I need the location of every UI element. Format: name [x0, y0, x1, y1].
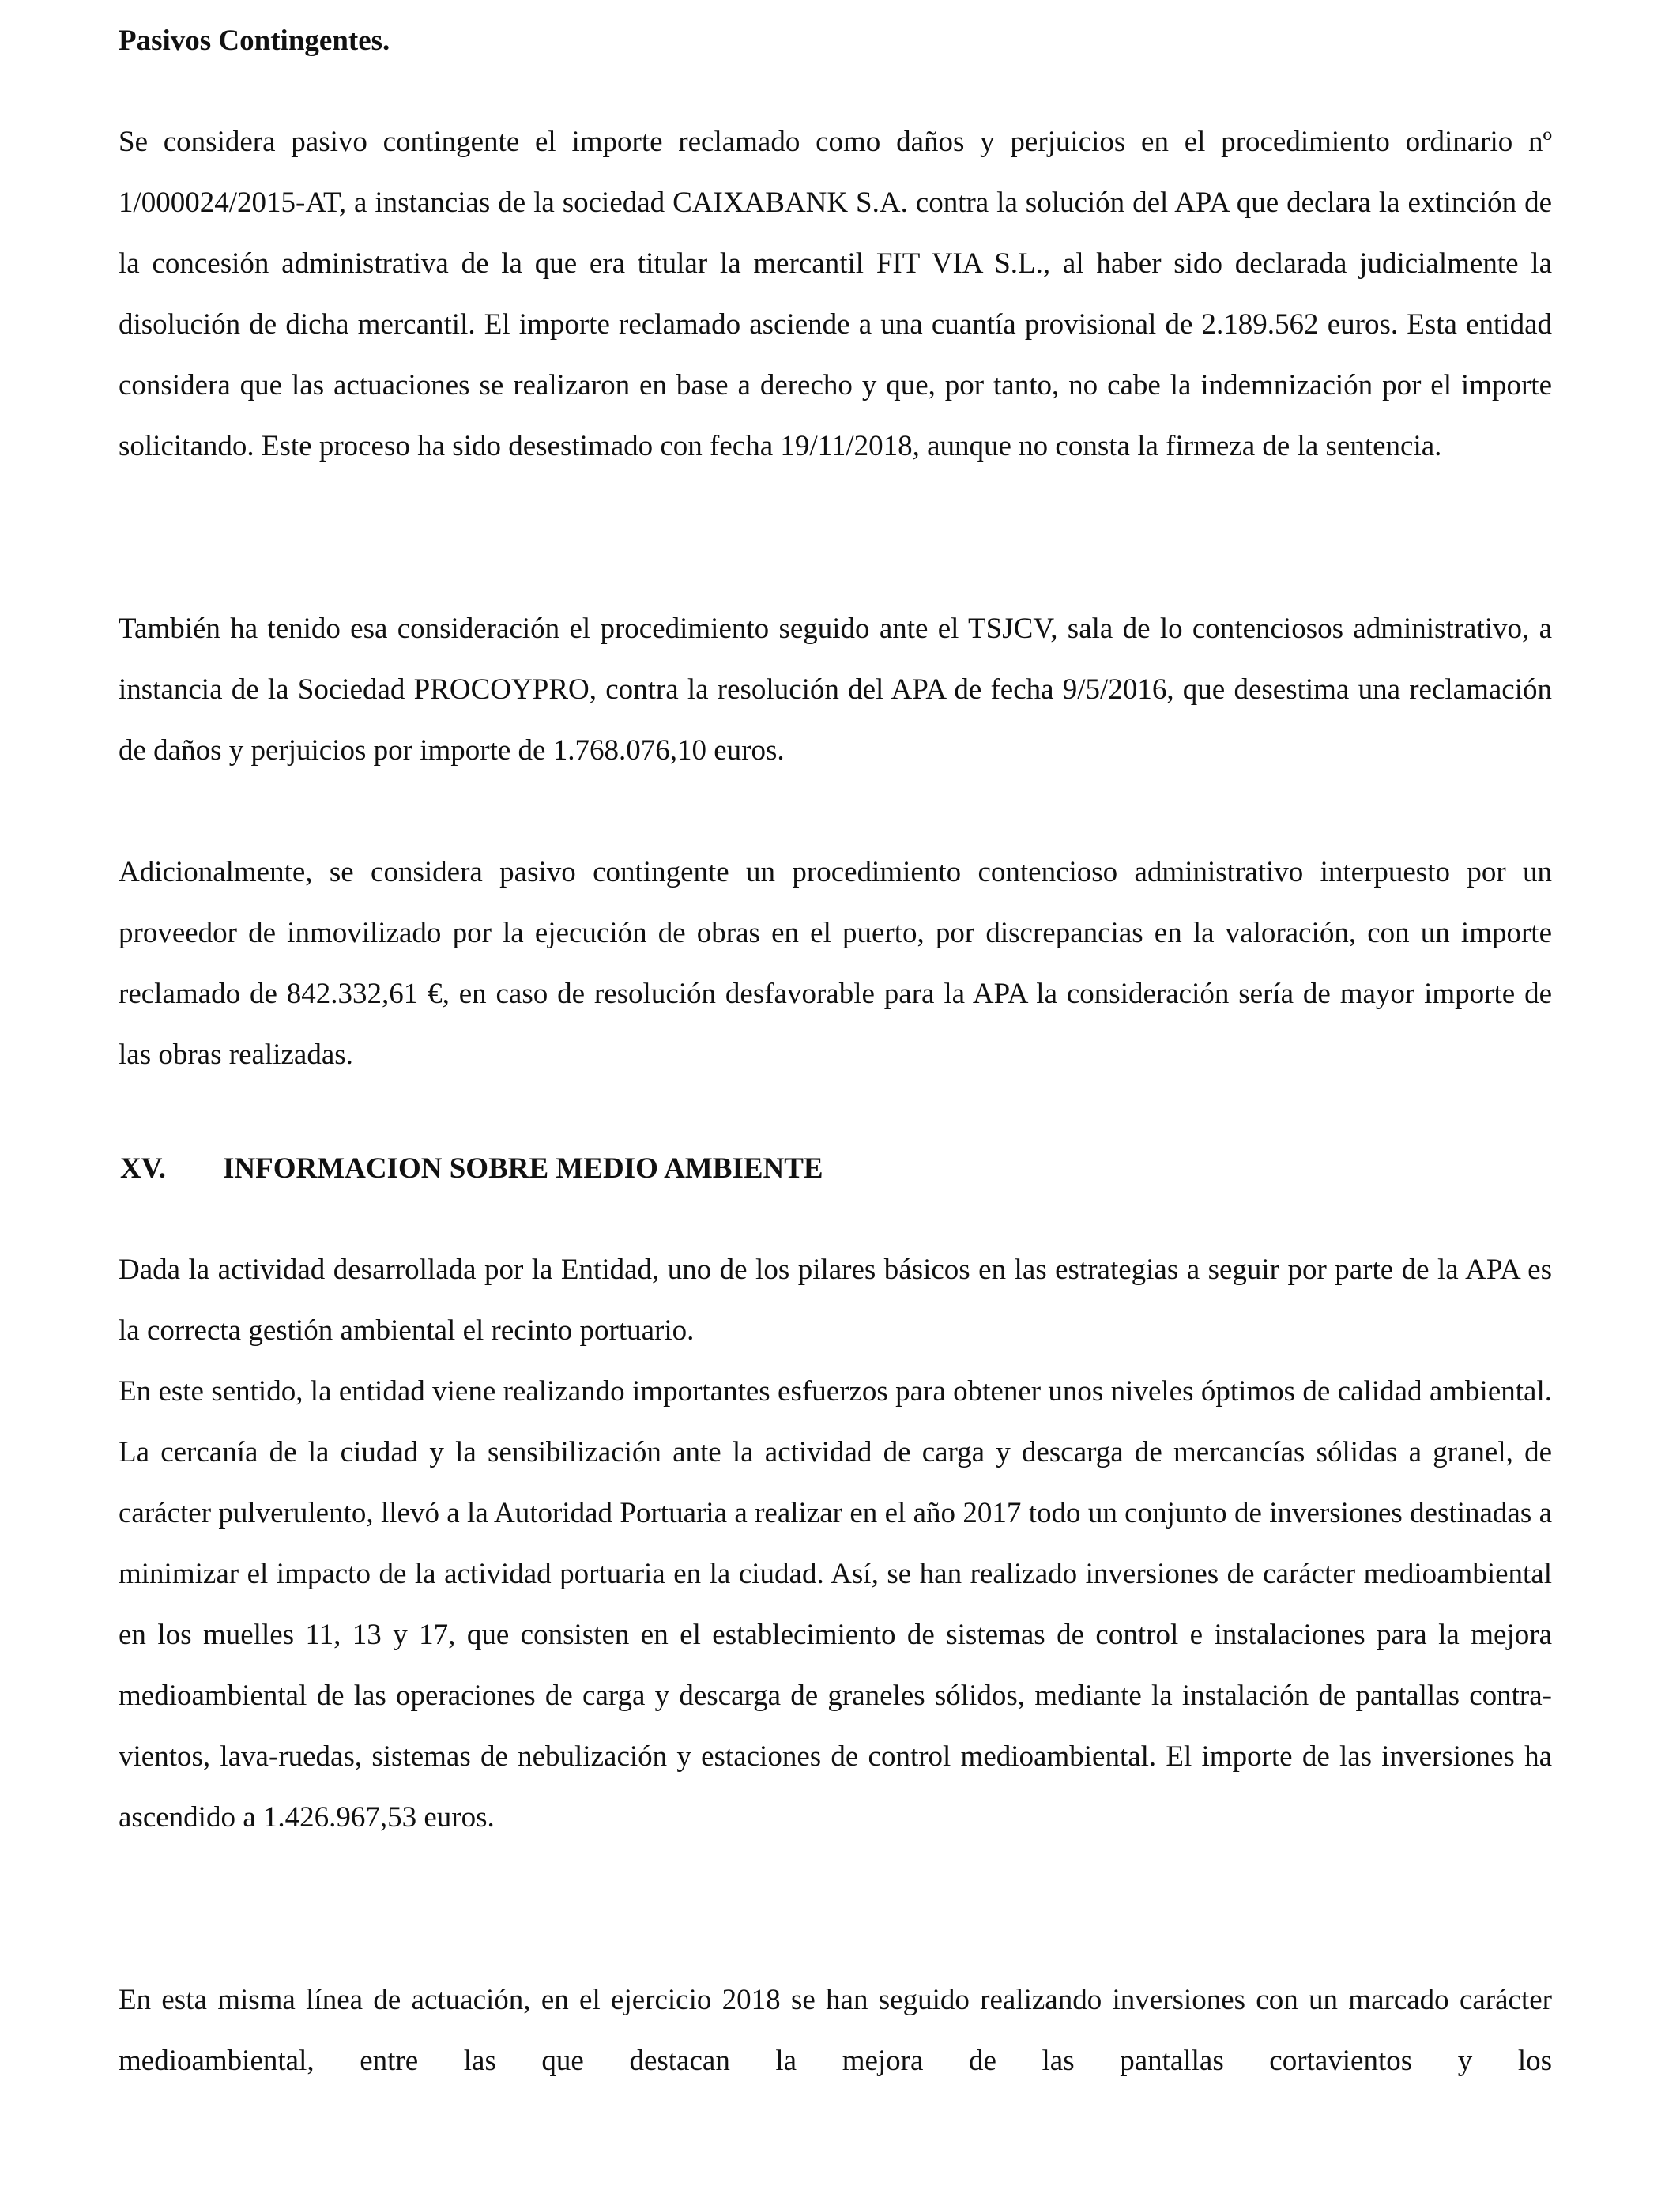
subsection-heading: Pasivos Contingentes.	[119, 25, 390, 57]
paragraph-procoypro: También ha tenido esa consideración el procedimiento seguido ante el TSJCV, sala de lo contenciosos administrativo, a instancia de la Sociedad PROCOYPRO, contra la resolución del APA de fecha 9/5/2016, que desestima una reclamación de daños y perjuicios por importe de 1.768.076,10 euros.	[119, 613, 1552, 767]
section-number: XV.	[120, 1152, 166, 1185]
paragraph-caixabank: Se considera pasivo contingente el importe reclamado como daños y perjuicios en el procedimiento ordinario nº 1/000024/2015-AT, a instancias de la sociedad CAIXABANK S.A. contra la solución del APA que declara la extinción de la concesión administrativa de la que era titular la mercantil FIT VIA S.L., al haber sido declarada judicialmente la disolución de dicha mercantil. El importe reclamado asciende a una cuantía provisional de 2.189.562 euros. Esta entidad considera que las actuaciones se realizaron en base a derecho y que, por tanto, no cabe la indemnización por el importe solicitando. Este proceso ha sido desestimado con fecha 19/11/2018, aunque no consta la firmeza de la sentencia.	[119, 126, 1552, 462]
section-title-text: INFORMACION SOBRE MEDIO AMBIENTE	[223, 1152, 823, 1185]
paragraph-ejercicio-2018: En esta misma línea de actuación, en el ejercicio 2018 se han seguido realizando inversiones con un marcado carácter medioambiental, entre las que destacan la mejora de las pantallas cortavientos y los	[119, 1984, 1552, 2077]
paragraph-actividad: Dada la actividad desarrollada por la Entidad, uno de los pilares básicos en las estrategias a seguir por parte de la APA es la correcta gestión ambiental el recinto portuario.	[119, 1253, 1552, 1347]
section-title	[120, 1151, 823, 1187]
paragraph-proveedor-inmovilizado: Adicionalmente, se considera pasivo contingente un procedimiento contencioso administrativo interpuesto por un proveedor de inmovilizado por la ejecución de obras en el puerto, por discrepancias en la valoración, con un importe reclamado de 842.332,61 €, en caso de resolución desfavorable para la APA la consideración sería de mayor importe de las obras realizadas.	[119, 856, 1552, 1071]
paragraph-calidad-ambiental: En este sentido, la entidad viene realizando importantes esfuerzos para obtener unos niveles óptimos de calidad ambiental. La cercanía de la ciudad y la sensibilización ante la actividad de carga y descarga de mercancías sólidas a granel, de carácter pulverulento, llevó a la Autoridad Portuaria a realizar en el año 2017 todo un conjunto de inversiones destinadas a minimizar el impacto de la actividad portuaria en la ciudad. Así, se han realizado inversiones de carácter medioambiental en los muelles 11, 13 y 17, que consisten en el establecimiento de sistemas de control e instalaciones para la mejora medioambiental de las operaciones de carga y descarga de graneles sólidos, mediante la instalación de pantallas contra-vientos, lava-ruedas, sistemas de nebulización y estaciones de control medioambiental. El importe de las inversiones ha ascendido a 1.426.967,53 euros.	[119, 1375, 1552, 1834]
